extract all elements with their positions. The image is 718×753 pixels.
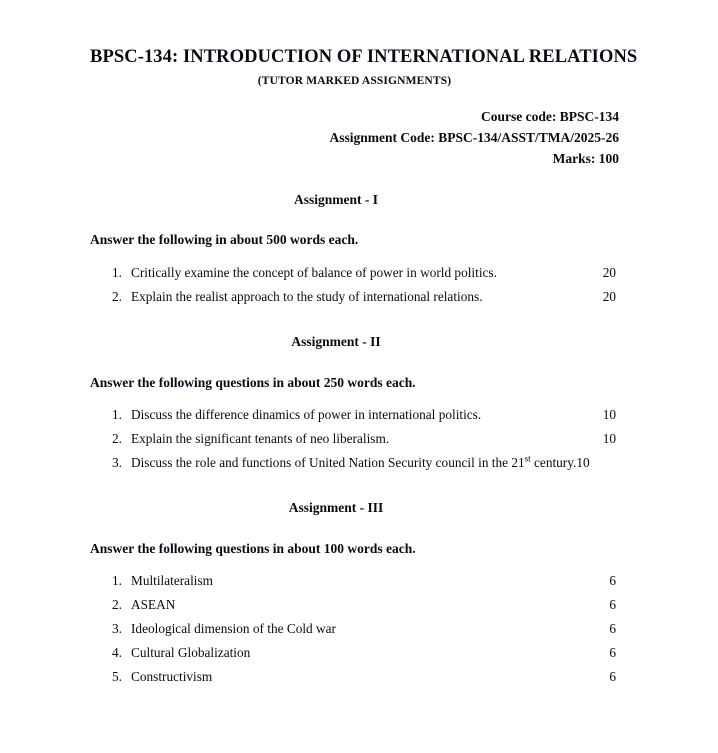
- page-title: BPSC-134: INTRODUCTION OF INTERNATIONAL RELATIONS: [90, 47, 638, 67]
- question-marks: 6: [609, 668, 616, 684]
- assignment-section-3: [90, 500, 619, 694]
- assignment-meta-block: [90, 107, 619, 170]
- question-marks: 20: [602, 288, 616, 304]
- question-marks: 6: [609, 644, 616, 660]
- question-text: Critically examine the concept of balance of power in world politics.: [131, 264, 497, 280]
- question-text: Multilateralism: [131, 572, 213, 588]
- question-text: Explain the realist approach to the study of international relations.: [131, 288, 483, 304]
- question-marks: 6: [609, 572, 616, 588]
- list-item: [90, 598, 619, 622]
- list-item: [90, 290, 619, 314]
- list-item: [90, 408, 619, 432]
- question-text: Discuss the difference dinamics of power in international politics.: [131, 406, 482, 422]
- question-number: 3.: [112, 620, 122, 636]
- question-number: 1.: [112, 572, 122, 588]
- question-marks: 10: [602, 430, 616, 446]
- question-text-part-1: Discuss the role and functions of United Nation Security council in the 21: [131, 454, 525, 470]
- question-text: [131, 453, 577, 470]
- list-item: [90, 574, 619, 598]
- question-marks: 20: [602, 264, 616, 280]
- question-text: Constructivism: [131, 668, 213, 684]
- assignment-section-2: [90, 334, 619, 480]
- question-text: ASEAN: [131, 596, 176, 612]
- section-intro-1: Answer the following in about 500 words each.: [90, 231, 359, 247]
- question-text: Cultural Globalization: [131, 644, 251, 660]
- document-content: [90, 0, 638, 694]
- section-heading-3: Assignment - III: [288, 499, 384, 515]
- assignment-code: Assignment Code: BPSC-134/ASST/TMA/2025-26: [329, 130, 619, 146]
- assignment-section-1: [90, 192, 619, 314]
- question-number: 2.: [112, 430, 122, 446]
- list-item: [90, 432, 619, 456]
- ordinal-suffix: st: [524, 453, 531, 464]
- question-number: 2.: [112, 596, 122, 612]
- section-heading-2: Assignment - II: [291, 333, 381, 349]
- question-list-3: [90, 574, 619, 694]
- list-item: [90, 622, 619, 646]
- list-item: [90, 453, 619, 480]
- section-heading-1: Assignment - I: [293, 191, 378, 207]
- question-marks: 10: [576, 454, 590, 470]
- question-marks: 6: [609, 620, 616, 636]
- list-item: [90, 670, 619, 694]
- question-number: 2.: [112, 288, 122, 304]
- question-number: 1.: [112, 264, 122, 280]
- question-number: 4.: [112, 644, 122, 660]
- section-intro-3: Answer the following questions in about 100 words each.: [90, 540, 416, 556]
- question-number: 3.: [112, 454, 122, 470]
- list-item: [90, 266, 619, 290]
- total-marks: Marks: 100: [552, 150, 619, 166]
- question-text-part-2: century.: [530, 454, 577, 470]
- question-text: Ideological dimension of the Cold war: [131, 620, 336, 636]
- page-subtitle: (TUTOR MARKED ASSIGNMENTS): [257, 75, 452, 88]
- section-intro-2: Answer the following questions in about 250 words each.: [90, 374, 416, 390]
- list-item: [90, 646, 619, 670]
- question-text: Explain the significant tenants of neo liberalism.: [131, 430, 390, 446]
- course-code: Course code: BPSC-134: [481, 109, 619, 125]
- question-marks: 10: [602, 406, 616, 422]
- question-number: 5.: [112, 668, 122, 684]
- question-list-1: [90, 266, 619, 314]
- question-list-2: [90, 408, 619, 480]
- question-number: 1.: [112, 406, 122, 422]
- question-marks: 6: [609, 596, 616, 612]
